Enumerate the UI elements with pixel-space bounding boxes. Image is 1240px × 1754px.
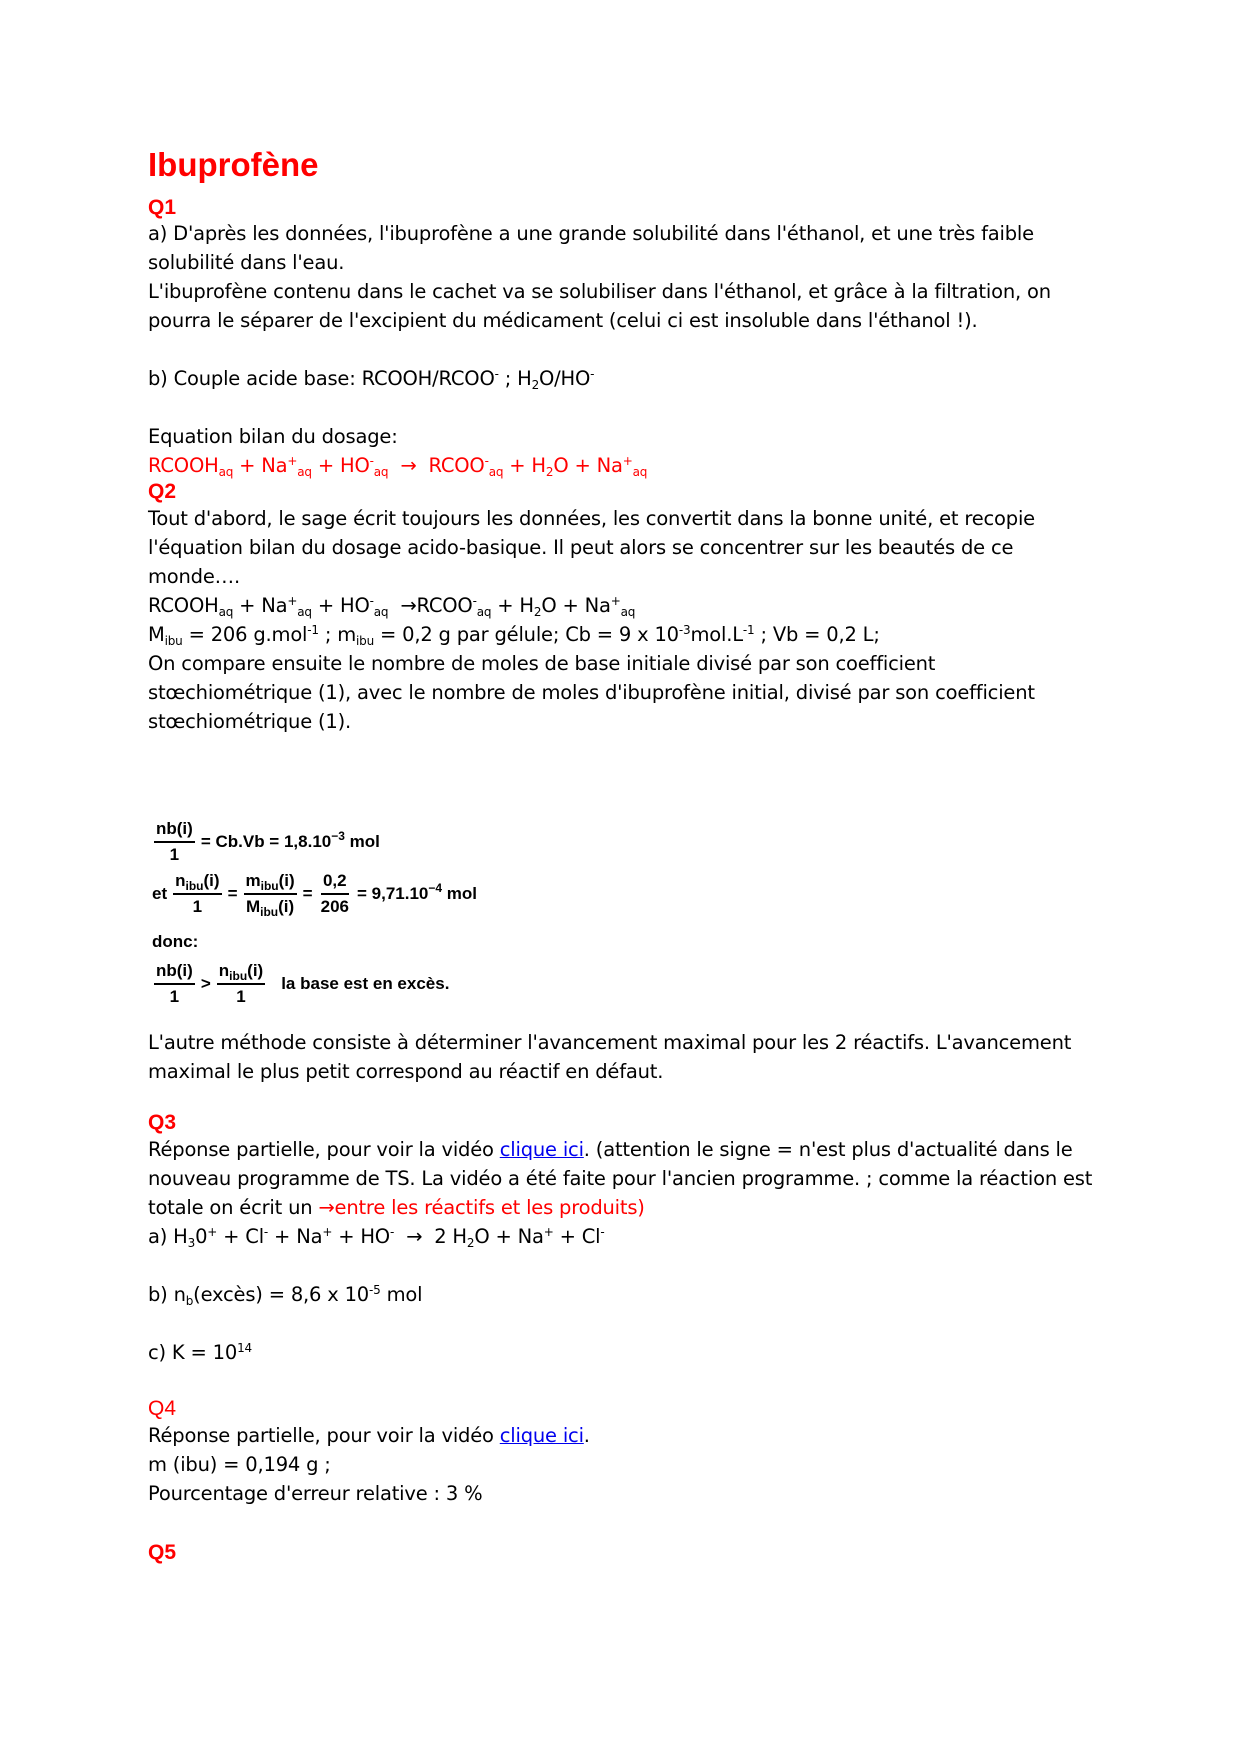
q4-video-link[interactable]: clique ici <box>499 1424 584 1447</box>
q4-heading: Q4 <box>148 1397 177 1420</box>
q2-after <box>148 1028 1108 1086</box>
q1-a-line4: pourra le séparer de l'excipient du médicament (celui ci est insoluble dans l'éthanol !). <box>148 309 978 332</box>
q1-equation: $RCOOH_{aq} + Na^+_{aq} + HO^-_{aq}$ → $RCOO^-_{aq} + H_2O + Na^+_{aq}$ <box>148 454 648 479</box>
q5-heading: Q5 <box>148 1541 177 1564</box>
q3-a-equation: a) $H_30^+ + Cl^- + Na^+ + HO^- \to 2$ $H_2O + Na^+ + Cl^-$ <box>148 1225 605 1250</box>
q4-line2: m (ibu) = 0,194 g ; <box>148 1453 331 1476</box>
q2-after2: maximal le plus petit correspond au réactif en défaut. <box>148 1060 664 1083</box>
q3-body <box>148 1135 1108 1367</box>
q4-intro: Réponse partielle, pour voir la vidéo clique ici. <box>148 1424 590 1447</box>
q1-a-line1: a) D'après les données, l'ibuprofène a une grande solubilité dans l'éthanol, et une très faible <box>148 222 1034 245</box>
math-donc: donc: <box>152 932 199 951</box>
q1-heading: Q1 <box>148 196 177 219</box>
math-row-1: $\frac{nb(i)}{1}$ = $Cb.Vb = 1,8.10^{-3}$ mol <box>156 819 380 864</box>
q4-line3: Pourcentage d'erreur relative : 3 % <box>148 1482 483 1505</box>
q1-a-line2: solubilité dans l'eau. <box>148 251 345 274</box>
q2-math-block <box>152 818 752 1028</box>
q2-data-line: $M_{ibu} = 206$ g.mol$^{-1}$ ; $m_{ibu} = 0,2$ g par gélule; Cb = 9 x $10^{-3}mol.L^{-1}$ ; Vb = 0,2 L; <box>148 623 880 648</box>
q2-line6: stœchiométrique (1), avec le nombre de moles d'ibuprofène initial, divisé par son coefficient <box>148 681 1035 704</box>
q3-intro3: totale on écrit un →entre les réactifs et les produits) <box>148 1196 645 1219</box>
q1-b-couple: b) Couple acide base: RCOOH/RCOO- ; $H_2O/HO^-$ <box>148 367 595 392</box>
q2-line3: monde…. <box>148 565 240 588</box>
math-row-2: et $\frac{n_{ibu}(i)}{1}$ = $\frac{m_{ibu}(i)}{M_{ibu}(i)}$ = $\frac{0,2}{206}$ = $9,71.10^{-4}$ mol <box>152 871 478 919</box>
q2-body <box>148 504 1108 736</box>
q2-line5: On compare ensuite le nombre de moles de base initiale divisé par son coefficient <box>148 652 936 675</box>
q1-equation-label: Equation bilan du dosage: <box>148 425 398 448</box>
q4-body <box>148 1421 1108 1508</box>
q2-equation: $RCOOH_{aq} + Na^+_{aq} + HO^-_{aq}$ $\to RCOO^-_{aq} + H_2O + Na^+_{aq}$ <box>148 594 636 619</box>
page-title: Ibuprofène <box>148 146 319 183</box>
q1-a-line3: L'ibuprofène contenu dans le cachet va se solubiliser dans l'éthanol, et grâce à la filtration, on <box>148 280 1051 303</box>
q2-line7: stœchiométrique (1). <box>148 710 352 733</box>
q2-line1: Tout d'abord, le sage écrit toujours les données, les convertit dans la bonne unité, et recopie <box>148 507 1035 530</box>
q3-intro2: nouveau programme de TS. La vidéo a été faite pour l'ancien programme. ; comme la réaction est <box>148 1167 1093 1190</box>
q1-body <box>148 219 1108 480</box>
math-row-3: $\frac{nb(i)}{1}$ > $\frac{n_{ibu}(i)}{1}$ la base est en excès. <box>156 961 450 1006</box>
q2-heading: Q2 <box>148 480 177 503</box>
q2-after1: L'autre méthode consiste à déterminer l'avancement maximal pour les 2 réactifs. L'avancement <box>148 1031 1072 1054</box>
q2-line2: l'équation bilan du dosage acido-basique. Il peut alors se concentrer sur les beautés de ce <box>148 536 1014 559</box>
q3-c: c) $K = 10^{14}$ <box>148 1341 252 1364</box>
q3-heading: Q3 <box>148 1111 177 1134</box>
q3-intro1: Réponse partielle, pour voir la vidéo clique ici. (attention le signe = n'est plus d'actualité dans le <box>148 1138 1073 1161</box>
q3-b: b) $n_b(excès) = 8,6$ x $10^{-5}$ mol <box>148 1283 423 1308</box>
q3-video-link[interactable]: clique ici <box>499 1138 584 1161</box>
